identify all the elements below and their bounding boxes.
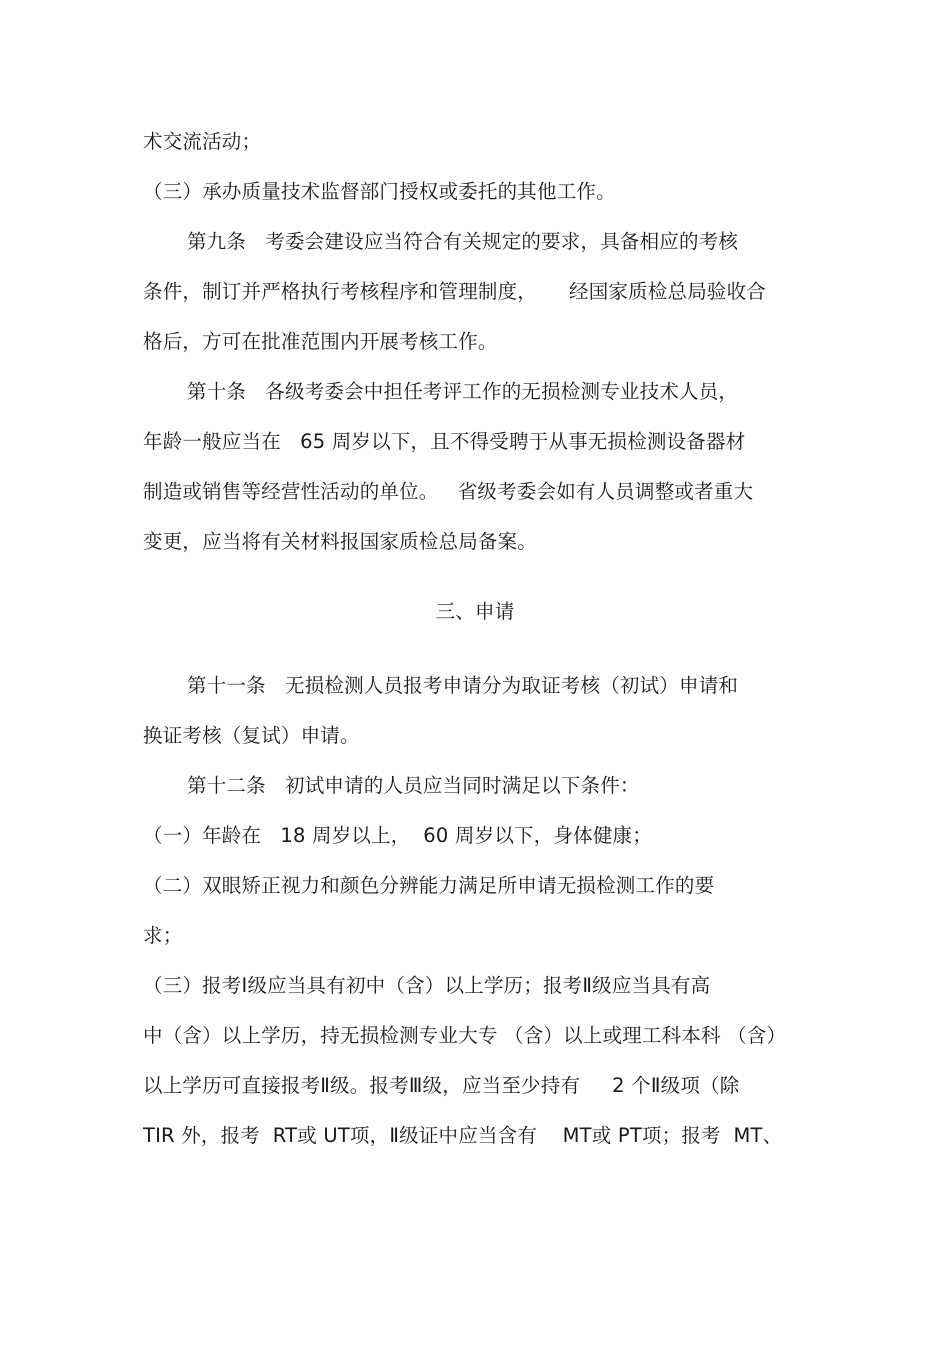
paragraph-line: TIR 外，报考 RT或 UT项，Ⅱ级证中应当含有 MT或 PT项；报考 MT、	[143, 1124, 783, 1147]
paragraph-line: （三）承办质量技术监督部门授权或委托的其他工作。	[143, 180, 616, 203]
paragraph-line: 以上学历可直接报考Ⅱ级。报考Ⅲ级，应当至少持有 2 个Ⅱ级项（除	[143, 1074, 740, 1097]
paragraph-line: 术交流活动；	[143, 130, 262, 153]
paragraph-line: （二）双眼矫正视力和颜色分辨能力满足所申请无损检测工作的要	[143, 874, 715, 897]
paragraph-line: 换证考核（复试）申请。	[143, 724, 360, 747]
paragraph-line: 变更，应当将有关材料报国家质检总局备案。	[143, 530, 538, 553]
paragraph-line: 年龄一般应当在 65 周岁以下，且不得受聘于从事无损检测设备器材	[143, 430, 746, 453]
paragraph-line: 求；	[143, 924, 183, 947]
paragraph-line: （三）报考Ⅰ级应当具有初中（含）以上学历；报考Ⅱ级应当具有高	[143, 974, 711, 997]
section-heading: 三、申请	[435, 600, 515, 623]
paragraph-line: （一）年龄在 18 周岁以上， 60 周岁以下，身体健康；	[143, 824, 652, 847]
article-9-line: 第九条 考委会建设应当符合有关规定的要求，具备相应的考核	[187, 230, 739, 253]
paragraph-line: 制造或销售等经营性活动的单位。 省级考委会如有人员调整或者重大	[143, 480, 754, 503]
paragraph-line: 中（含）以上学历，持无损检测专业大专 （含）以上或理工科本科 （含）	[143, 1024, 787, 1047]
paragraph-line: 条件，制订并严格执行考核程序和管理制度， 经国家质检总局验收合	[143, 280, 766, 303]
article-12-line: 第十二条 初试申请的人员应当同时满足以下条件：	[187, 774, 640, 797]
article-11-line: 第十一条 无损检测人员报考申请分为取证考核（初试）申请和	[187, 674, 739, 697]
paragraph-line: 格后，方可在批准范围内开展考核工作。	[143, 330, 498, 353]
article-10-line: 第十条 各级考委会中担任考评工作的无损检测专业技术人员，	[187, 380, 739, 403]
